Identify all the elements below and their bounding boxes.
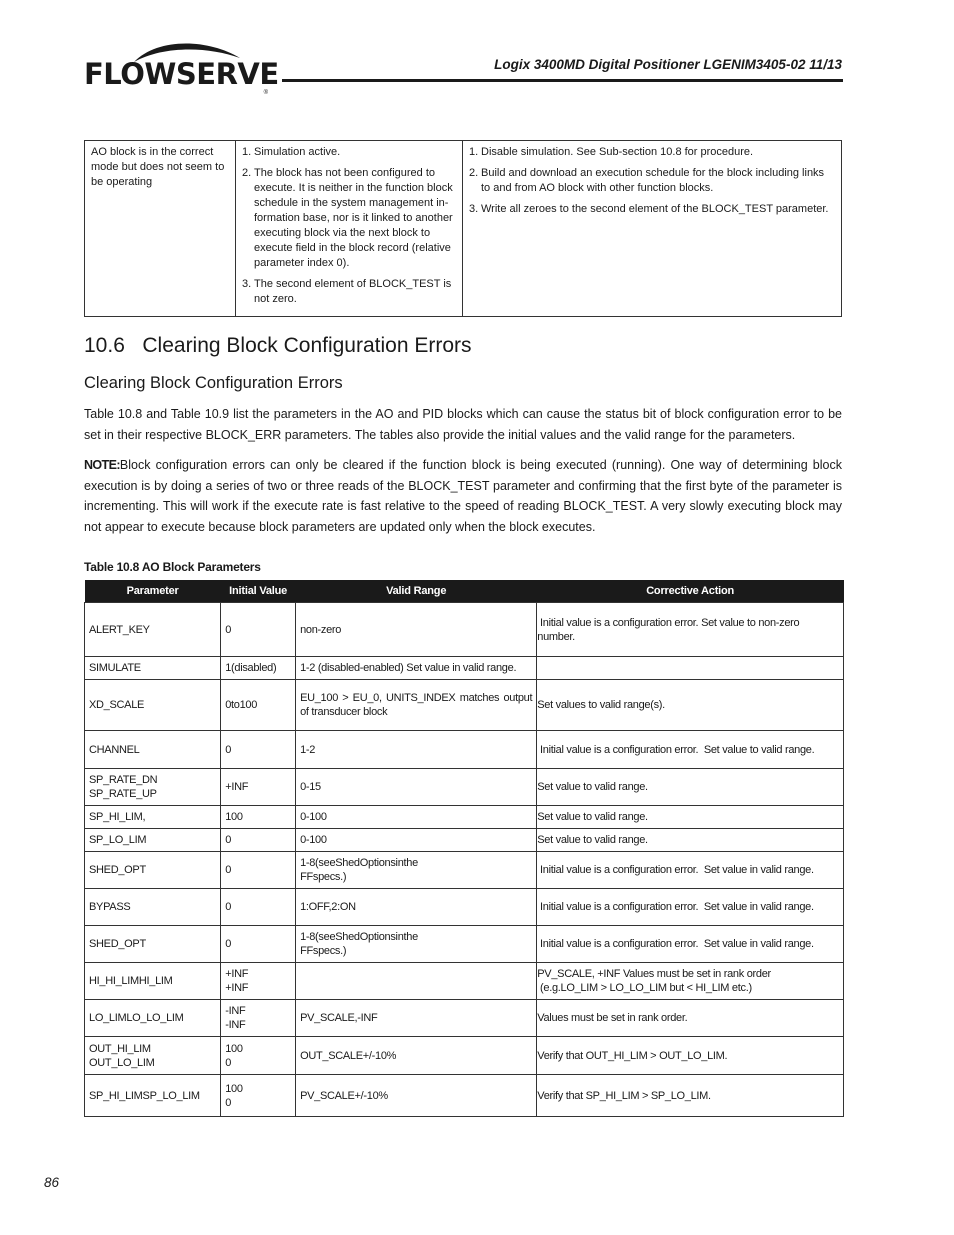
logo-wordmark: FLOWSERVE bbox=[84, 57, 279, 91]
cell-text: OUT_LO_LIM bbox=[89, 1056, 155, 1069]
parameter-cell bbox=[85, 603, 221, 657]
cell-text: SP_LO_LIM bbox=[89, 834, 147, 846]
valid-range-cell bbox=[296, 680, 537, 731]
table-row bbox=[85, 657, 844, 680]
parameter-cell bbox=[85, 806, 221, 829]
cell-text: 1-8(seeShedOptionsinthe bbox=[300, 931, 418, 943]
cell-text: +INF bbox=[225, 982, 249, 994]
corrective-action-cell bbox=[537, 806, 844, 829]
cell-text: Set value to valid range. bbox=[537, 834, 648, 846]
cell-text: 1-2 bbox=[300, 743, 316, 756]
table-row bbox=[85, 806, 844, 829]
cell-text: OUT_SCALE+/-10% bbox=[300, 1049, 397, 1062]
cause-item-number: 1. bbox=[242, 146, 252, 158]
cell-text: +INF bbox=[225, 781, 249, 793]
cell-text: Initial value is a configuration error. Set value in valid range. bbox=[537, 938, 814, 950]
header-corrective-action: Corrective Action bbox=[537, 580, 844, 603]
valid-range-cell bbox=[296, 852, 537, 889]
cell-text: PV_SCALE, +INF Values must be set in rank order bbox=[537, 968, 771, 980]
cell-text: 1-8(seeShedOptionsinthe bbox=[300, 857, 418, 869]
cell-text: OUT_HI_LIM bbox=[89, 1042, 151, 1055]
initial-value-cell bbox=[221, 889, 296, 926]
initial-value-cell bbox=[221, 852, 296, 889]
cause-item bbox=[242, 277, 456, 307]
cell-text: SIMULATE bbox=[89, 662, 141, 674]
table-row bbox=[85, 769, 844, 806]
cell-text: SHED_OPT bbox=[89, 864, 146, 876]
cell-text: 1:OFF,2:ON bbox=[300, 901, 356, 913]
initial-value-cell bbox=[221, 1000, 296, 1037]
cell-text: Verify that SP_HI_LIM > SP_LO_LIM. bbox=[537, 1089, 711, 1102]
valid-range-cell bbox=[296, 889, 537, 926]
cell-text: 0-100 bbox=[300, 811, 327, 823]
cell-text: HI_HI_LIMHI_LIM bbox=[89, 975, 173, 987]
cause-item-text: The second element of BLOCK_TEST is not zero. bbox=[254, 278, 452, 305]
corrective-action-cell bbox=[537, 603, 844, 657]
subsection-heading: Clearing Block Configuration Errors bbox=[84, 374, 343, 392]
actions-cell bbox=[463, 141, 842, 317]
cell-text: non-zero bbox=[300, 623, 342, 636]
cell-text: +INF bbox=[225, 968, 249, 980]
cell-text: 1(disabled) bbox=[225, 662, 277, 674]
valid-range-cell bbox=[296, 829, 537, 852]
cell-text: Set value to valid range. bbox=[537, 781, 648, 793]
corrective-action-cell bbox=[537, 1075, 844, 1117]
document-title: Logix 3400MD Digital Positioner LGENIM3405-02 11/13 bbox=[494, 57, 842, 72]
header-parameter: Parameter bbox=[85, 580, 221, 603]
cell-text: Verify that OUT_HI_LIM > OUT_LO_LIM. bbox=[537, 1049, 728, 1062]
problem-cell: AO block is in the correct mode but does not seem to be operating bbox=[85, 141, 236, 317]
corrective-action-cell bbox=[537, 1037, 844, 1075]
valid-range-cell bbox=[296, 1037, 537, 1075]
cell-text: Initial value is a configuration error. Set value to non-zero number. bbox=[537, 616, 803, 643]
initial-value-cell bbox=[221, 1037, 296, 1075]
parameter-cell bbox=[85, 852, 221, 889]
cell-text: 0 bbox=[225, 834, 232, 846]
header-rule bbox=[282, 79, 843, 82]
cell-text: Values must be set in rank order. bbox=[537, 1012, 688, 1024]
logo-registered-mark: ® bbox=[263, 90, 268, 96]
cell-text: Set value to valid range. bbox=[537, 811, 648, 823]
flowserve-logo bbox=[84, 42, 279, 100]
action-item-number: 1. bbox=[469, 146, 479, 158]
cell-text: 0 bbox=[225, 1056, 232, 1069]
parameter-cell bbox=[85, 1000, 221, 1037]
valid-range-cell bbox=[296, 731, 537, 769]
action-item bbox=[469, 166, 835, 196]
valid-range-cell bbox=[296, 769, 537, 806]
table-row bbox=[85, 1000, 844, 1037]
initial-value-cell bbox=[221, 769, 296, 806]
corrective-action-cell bbox=[537, 731, 844, 769]
valid-range-cell bbox=[296, 806, 537, 829]
corrective-action-cell bbox=[537, 769, 844, 806]
table-row bbox=[85, 852, 844, 889]
action-item bbox=[469, 145, 835, 160]
intro-paragraph: Table 10.8 and Table 10.9 list the parameters in the AO and PID blocks which can cause the status bit of block configuration error to be set in their respective BLOCK_ERR parameters. The tables also provide the initial values and the valid range for the parameters. bbox=[84, 407, 842, 442]
corrective-action-cell bbox=[537, 829, 844, 852]
cell-text: (e.g.LO_LIM > LO_LO_LIM but < HI_LIM etc.) bbox=[537, 982, 752, 994]
cell-text: FFspecs.) bbox=[300, 945, 347, 957]
note-text: Block configuration errors can only be cleared if the function block is being executed (running). One way of determining block execution is by doing a series of two or three reads of the BLOCK_TEST parameter and confirming that the first byte of the parameter is incrementing. This will work if the execute rate is fast relative to the speed of reading BLOCK_TEST. A very slowly executing block may not appear to execute because block parameters are updated only when the block executes. bbox=[84, 458, 842, 534]
note-paragraph bbox=[84, 455, 842, 537]
table-body bbox=[85, 603, 844, 1117]
initial-value-cell bbox=[221, 657, 296, 680]
action-item-text: Disable simulation. See Sub-section 10.8 for procedure. bbox=[481, 146, 754, 158]
table-caption: Table 10.8 AO Block Parameters bbox=[84, 560, 261, 574]
cell-text: LO_LIMLO_LO_LIM bbox=[89, 1012, 184, 1024]
header-initial-value: Initial Value bbox=[221, 580, 296, 603]
initial-value-cell bbox=[221, 603, 296, 657]
table-row bbox=[85, 1075, 844, 1117]
causes-list bbox=[242, 145, 456, 307]
actions-list bbox=[469, 145, 835, 217]
cell-text: 0to100 bbox=[225, 699, 258, 711]
parameter-cell bbox=[85, 829, 221, 852]
valid-range-cell bbox=[296, 1000, 537, 1037]
table-row bbox=[85, 680, 844, 731]
cell-text: SP_HI_LIM, bbox=[89, 811, 146, 823]
corrective-action-cell bbox=[537, 889, 844, 926]
cause-item-text: Simulation active. bbox=[254, 146, 341, 158]
table-row bbox=[85, 889, 844, 926]
table-row bbox=[85, 963, 844, 1000]
cell-text: 0 bbox=[225, 938, 232, 950]
cell-text: 0 bbox=[225, 743, 232, 756]
corrective-action-cell bbox=[537, 1000, 844, 1037]
corrective-action-cell bbox=[537, 926, 844, 963]
table-row bbox=[85, 603, 844, 657]
section-heading: 10.6 Clearing Block Configuration Errors bbox=[84, 334, 472, 357]
corrective-action-cell bbox=[537, 680, 844, 731]
cell-text: SP_HI_LIMSP_LO_LIM bbox=[89, 1089, 200, 1102]
cell-text: CHANNEL bbox=[89, 743, 140, 756]
table-row bbox=[85, 1037, 844, 1075]
table-row bbox=[85, 141, 842, 317]
parameter-cell bbox=[85, 657, 221, 680]
initial-value-cell bbox=[221, 680, 296, 731]
cell-text: SP_RATE_UP bbox=[89, 788, 157, 800]
valid-range-cell bbox=[296, 603, 537, 657]
valid-range-cell bbox=[296, 963, 537, 1000]
action-item-text: Write all zeroes to the second element of the BLOCK_TEST parameter. bbox=[481, 203, 829, 215]
initial-value-cell bbox=[221, 1075, 296, 1117]
cell-text: FFspecs.) bbox=[300, 871, 347, 883]
cell-text: -INF bbox=[225, 1005, 246, 1017]
cell-text: 0 bbox=[225, 1096, 232, 1109]
cell-text: Set values to valid range(s). bbox=[537, 699, 665, 711]
causes-cell bbox=[236, 141, 463, 317]
cause-item bbox=[242, 145, 456, 160]
cell-text: 100 bbox=[225, 811, 243, 823]
parameter-cell bbox=[85, 731, 221, 769]
ao-block-parameters-table bbox=[84, 580, 844, 1117]
cell-text: XD_SCALE bbox=[89, 699, 145, 711]
cell-text: 0 bbox=[225, 864, 232, 876]
page-number: 86 bbox=[44, 1175, 60, 1190]
troubleshooting-table bbox=[84, 140, 842, 317]
cell-text: 0-15 bbox=[300, 781, 321, 793]
valid-range-cell bbox=[296, 1075, 537, 1117]
parameter-cell bbox=[85, 889, 221, 926]
action-item bbox=[469, 202, 835, 217]
cause-item-number: 2. bbox=[242, 167, 252, 179]
cell-text: 1-2 (disabled-enabled) Set value in valid range. bbox=[300, 662, 517, 674]
parameter-cell bbox=[85, 680, 221, 731]
corrective-action-cell bbox=[537, 963, 844, 1000]
parameter-cell bbox=[85, 926, 221, 963]
note-label: NOTE: bbox=[84, 458, 120, 472]
action-item-number: 3. bbox=[469, 203, 479, 215]
cell-text: SP_RATE_DN bbox=[89, 774, 158, 786]
cell-text: Initial value is a configuration error. Set value to valid range. bbox=[537, 743, 815, 756]
valid-range-cell bbox=[296, 657, 537, 680]
initial-value-cell bbox=[221, 829, 296, 852]
action-item-number: 2. bbox=[469, 167, 479, 179]
parameter-cell bbox=[85, 769, 221, 806]
cell-text: 100 bbox=[225, 1082, 243, 1095]
cell-text: PV_SCALE,-INF bbox=[300, 1012, 378, 1024]
table-row bbox=[85, 829, 844, 852]
table-row bbox=[85, 926, 844, 963]
cell-text: Initial value is a configuration error. Set value in valid range. bbox=[537, 864, 814, 876]
initial-value-cell bbox=[221, 806, 296, 829]
parameter-cell bbox=[85, 1037, 221, 1075]
initial-value-cell bbox=[221, 963, 296, 1000]
cell-text: 0 bbox=[225, 623, 232, 636]
cell-text: PV_SCALE+/-10% bbox=[300, 1089, 388, 1102]
cell-text: -INF bbox=[225, 1019, 246, 1031]
cell-text: 0 bbox=[225, 901, 232, 913]
cell-text: 0-100 bbox=[300, 834, 327, 846]
action-item-text: Build and download an execution schedule for the block including links to and from AO block with other function blocks. bbox=[481, 167, 825, 194]
initial-value-cell bbox=[221, 731, 296, 769]
initial-value-cell bbox=[221, 926, 296, 963]
cell-text: ALERT_KEY bbox=[89, 623, 150, 636]
cause-item-text: The block has not been configured to execute. It is neither in the function block schedule in the system management in-formation base, nor is it linked to another executing block via the next block to execute field in the block record (relative parameter index 0). bbox=[254, 167, 453, 269]
valid-range-cell bbox=[296, 926, 537, 963]
cell-text: BYPASS bbox=[89, 901, 131, 913]
cell-text: 100 bbox=[225, 1042, 243, 1055]
cell-text: Initial value is a configuration error. Set value in valid range. bbox=[537, 901, 814, 913]
cell-text: SHED_OPT bbox=[89, 938, 146, 950]
header-valid-range: Valid Range bbox=[296, 580, 537, 603]
parameter-cell bbox=[85, 1075, 221, 1117]
parameter-cell bbox=[85, 963, 221, 1000]
table-header-row bbox=[85, 580, 844, 603]
cause-item-number: 3. bbox=[242, 278, 252, 290]
table-row bbox=[85, 731, 844, 769]
corrective-action-cell bbox=[537, 657, 844, 680]
cause-item bbox=[242, 166, 456, 271]
corrective-action-cell bbox=[537, 852, 844, 889]
cell-text: EU_100 > EU_0, UNITS_INDEX matches output of transducer block bbox=[300, 692, 536, 718]
